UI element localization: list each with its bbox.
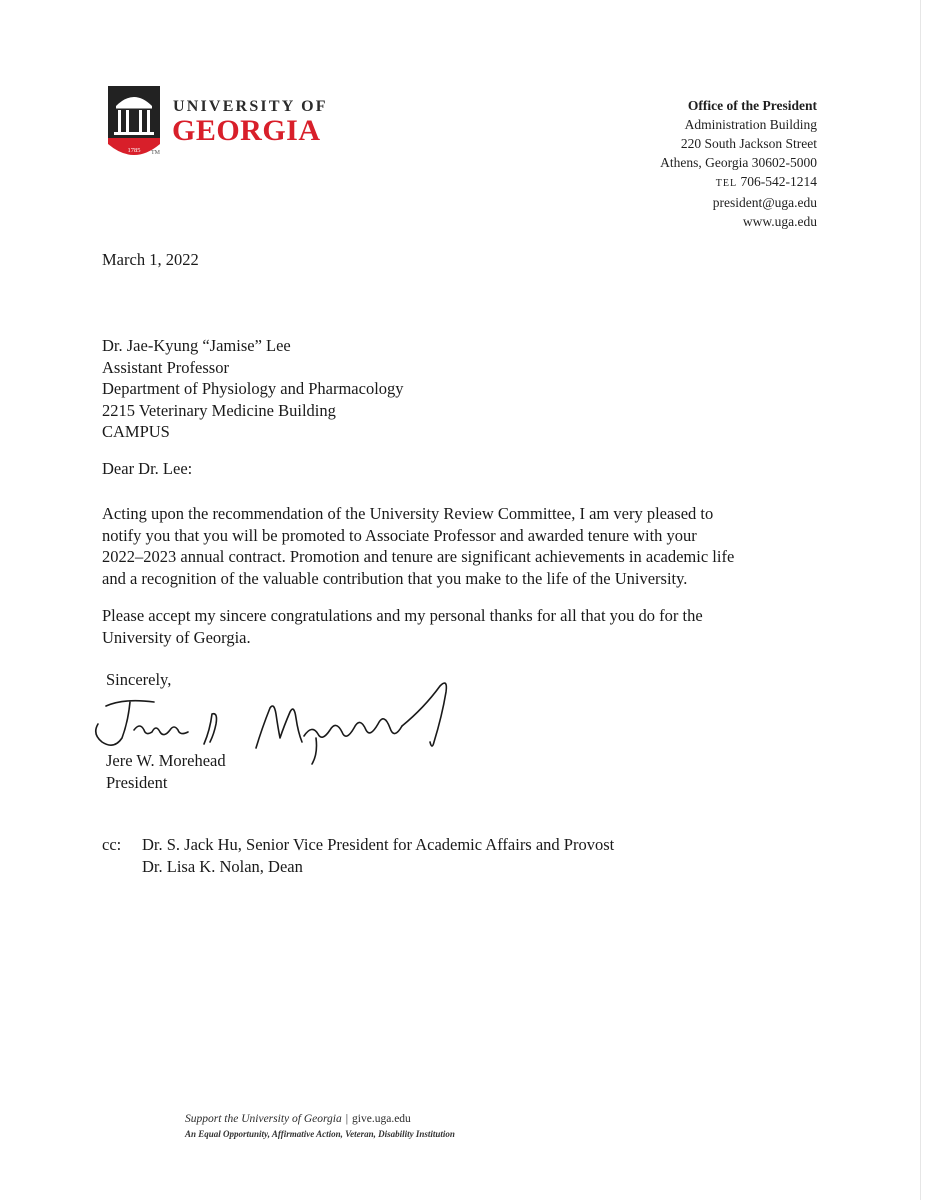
office-building: Administration Building xyxy=(684,117,817,132)
office-street: 220 South Jackson Street xyxy=(680,136,817,151)
paragraph-line: and a recognition of the valuable contribution that you make to the life of the University. xyxy=(102,568,688,588)
footer-equal-opportunity: An Equal Opportunity, Affirmative Action, Veteran, Disability Institution xyxy=(185,1129,455,1139)
cc-list xyxy=(142,834,614,877)
logo-trademark: TM xyxy=(151,150,160,156)
paragraph-line: Please accept my sincere congratulations and my personal thanks for all that you do for the xyxy=(102,606,703,625)
paragraph-line: Acting upon the recommendation of the University Review Committee, I am very pleased to xyxy=(102,504,714,523)
signer-title: President xyxy=(106,772,168,792)
logo-university-of: UNIVERSITY OF xyxy=(173,98,328,115)
office-email[interactable]: president@uga.edu xyxy=(712,195,817,210)
footer xyxy=(185,1113,455,1139)
cc-label: cc: xyxy=(102,835,122,854)
university-logo xyxy=(108,86,338,166)
letter-date: March 1, 2022 xyxy=(102,250,199,269)
signer-block xyxy=(106,750,226,793)
paragraph-line: 2022–2023 annual contract. Promotion and tenure are significant achievements in academic life xyxy=(102,547,735,566)
cc-recipient: Dr. S. Jack Hu, Senior Vice President for Academic Affairs and Provost xyxy=(142,835,615,854)
tel-label: TEL xyxy=(715,178,738,189)
paragraph-line: notify you that you will be promoted to Associate Professor and awarded tenure with your xyxy=(102,525,697,545)
recipient-building: 2215 Veterinary Medicine Building xyxy=(102,400,336,420)
salutation: Dear Dr. Lee: xyxy=(102,459,193,478)
office-title: Office of the President xyxy=(687,98,817,113)
recipient-department: Department of Physiology and Pharmacology xyxy=(102,379,404,398)
logo-year: 1785 xyxy=(127,147,141,154)
footer-give-link[interactable]: give.uga.edu xyxy=(352,1113,411,1125)
footer-separator: | xyxy=(345,1113,349,1125)
office-phone xyxy=(660,172,817,193)
recipient-address xyxy=(102,335,404,443)
footer-support: Support the University of Georgia xyxy=(185,1113,342,1125)
office-city: Athens, Georgia 30602-5000 xyxy=(660,155,817,170)
page-edge xyxy=(920,0,921,1200)
cc-recipient: Dr. Lisa K. Nolan, Dean xyxy=(142,856,303,876)
recipient-title: Assistant Professor xyxy=(102,357,229,377)
footer-line-1 xyxy=(185,1113,455,1125)
closing: Sincerely, xyxy=(106,670,172,689)
office-website[interactable]: www.uga.edu xyxy=(742,214,817,229)
recipient-campus: CAMPUS xyxy=(102,422,170,441)
signer-name: Jere W. Morehead xyxy=(106,751,226,770)
logo-georgia: GEORGIA xyxy=(172,114,321,147)
paragraph-line: University of Georgia. xyxy=(102,627,251,647)
tel-number: 706-542-1214 xyxy=(740,174,817,189)
recipient-name: Dr. Jae-Kyung “Jamise” Lee xyxy=(102,336,291,355)
office-address-block xyxy=(660,96,817,231)
body-paragraph-2 xyxy=(102,605,802,648)
body-paragraph-1 xyxy=(102,503,802,589)
